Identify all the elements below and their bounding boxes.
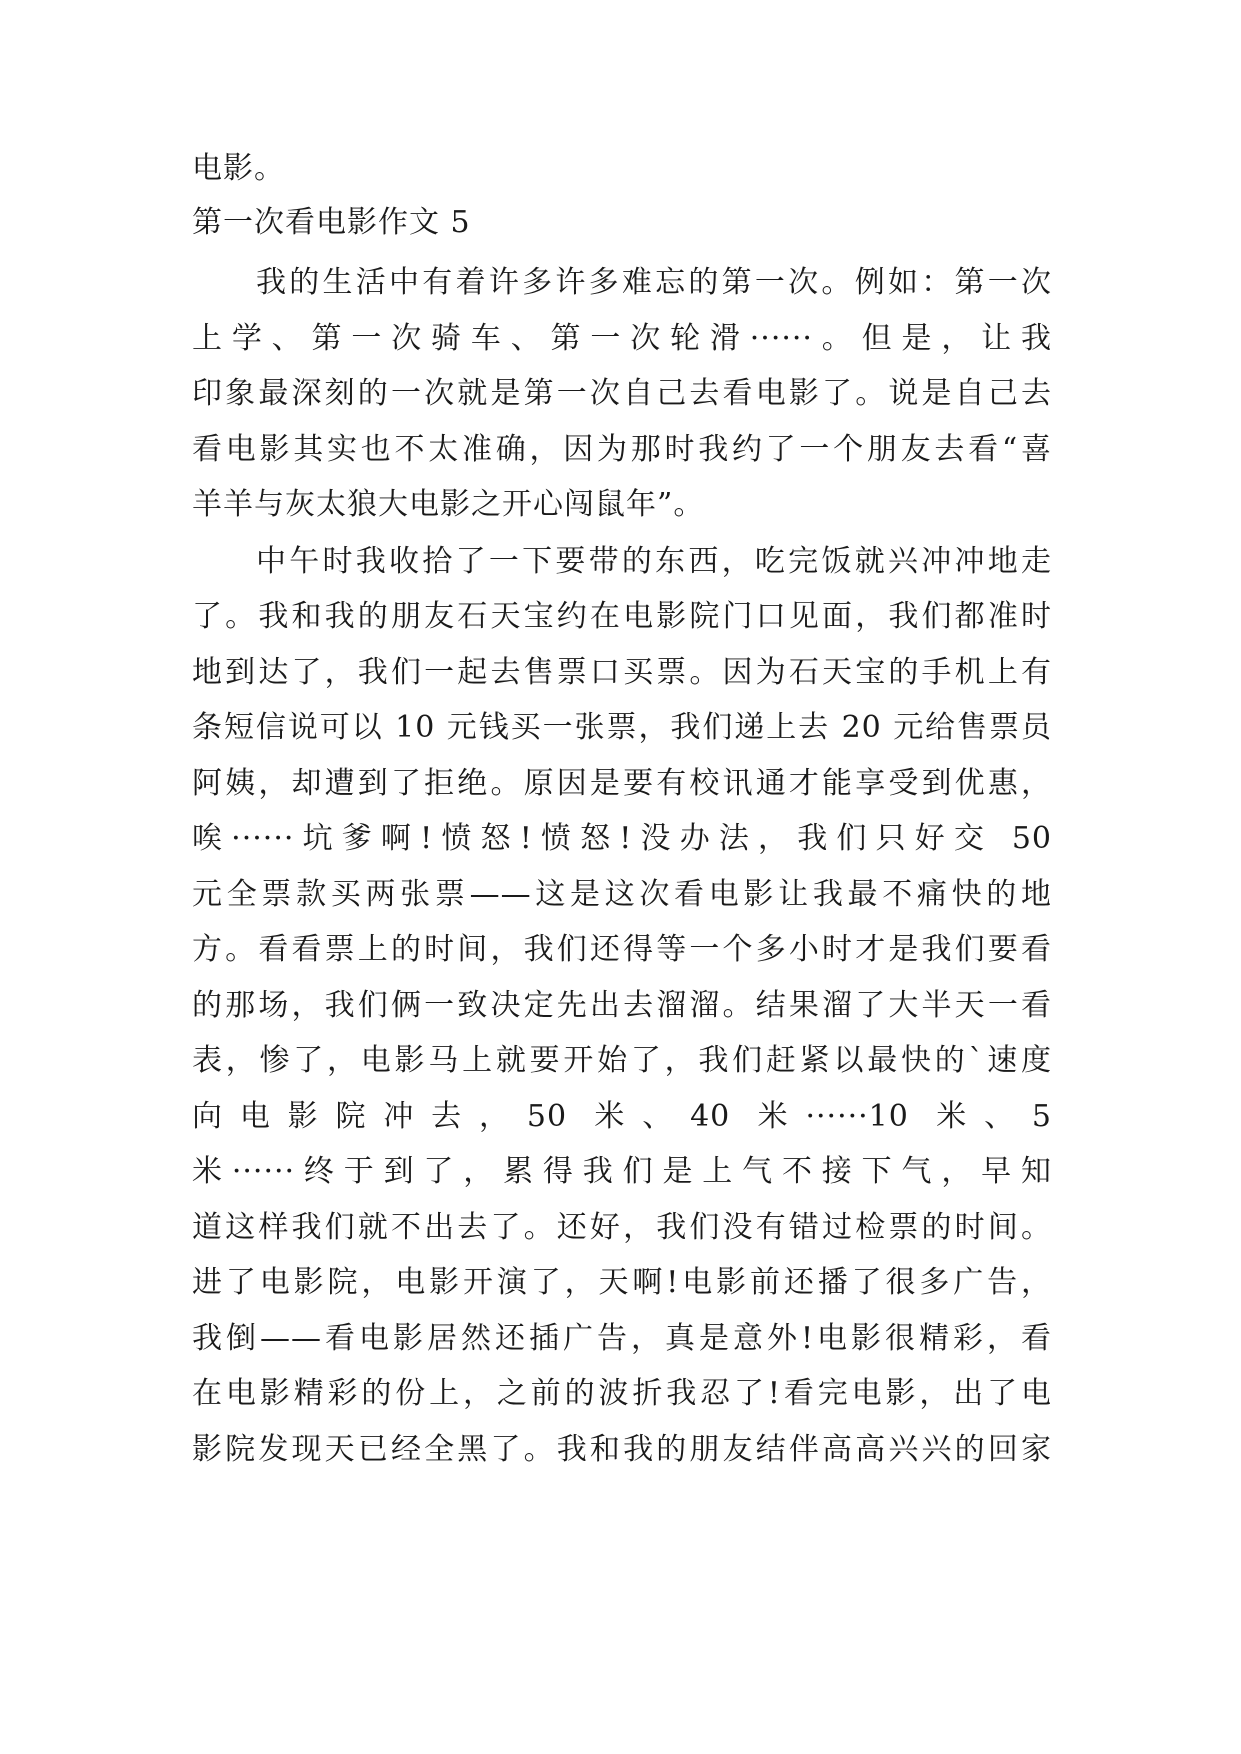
text-line-24: 影院发现天已经全黑了。我和我的朋友结伴高高兴兴的回家: [192, 1432, 1052, 1467]
text-line-23: 在电影精彩的份上，之前的波折我忍了!看完电影，出了电: [192, 1376, 1052, 1411]
text-line-5: 印象最深刻的一次就是第一次自己去看电影了。说是自己去: [192, 376, 1052, 411]
text-line-22: 我倒——看电影居然还插广告，真是意外!电影很精彩，看: [192, 1321, 1052, 1356]
text-line-4: 上学、第一次骑车、第一次轮滑······。但是，让我: [192, 321, 1052, 356]
section-heading: 第一次看电影作文 5: [192, 205, 471, 240]
text-line-14: 元全票款买两张票——这是这次看电影让我最不痛快的地: [192, 877, 1052, 912]
text-line-10: 地到达了，我们一起去售票口买票。因为石天宝的手机上有: [192, 655, 1052, 690]
text-line-3: 我的生活中有着许多许多难忘的第一次。例如：第一次: [256, 265, 1052, 300]
text-line-9: 了。我和我的朋友石天宝约在电影院门口见面，我们都准时: [192, 599, 1052, 634]
text-line-8: 中午时我收拾了一下要带的东西，吃完饭就兴冲冲地走: [256, 544, 1052, 579]
text-line-21: 进了电影院，电影开演了，天啊!电影前还播了很多广告，: [192, 1265, 1052, 1300]
text-line-20: 道这样我们就不出去了。还好，我们没有错过检票的时间。: [192, 1210, 1052, 1245]
text-line-15: 方。看看票上的时间，我们还得等一个多小时才是我们要看: [192, 932, 1052, 967]
text-line-12: 阿姨，却遭到了拒绝。原因是要有校讯通才能享受到优惠，: [192, 766, 1052, 801]
text-line-16: 的那场，我们俩一致决定先出去溜溜。结果溜了大半天一看: [192, 988, 1052, 1023]
text-line-19: 米······终于到了，累得我们是上气不接下气，早知: [192, 1154, 1052, 1189]
text-line-17: 表，惨了，电影马上就要开始了，我们赶紧以最快的`速度: [192, 1043, 1052, 1078]
text-line-13: 唉······坑爹啊!愤怒!愤怒!没办法，我们只好交 50: [192, 821, 1052, 856]
text-line-7: 羊羊与灰太狼大电影之开心闯鼠年”。: [192, 487, 705, 522]
text-line-1: 电影。: [192, 151, 285, 186]
text-line-11: 条短信说可以 10 元钱买一张票，我们递上去 20 元给售票员: [192, 710, 1052, 745]
text-line-6: 看电影其实也不太准确，因为那时我约了一个朋友去看“喜: [192, 432, 1052, 467]
text-line-18: 向电影院冲去，50 米、40 米······10 米、5: [192, 1099, 1052, 1134]
